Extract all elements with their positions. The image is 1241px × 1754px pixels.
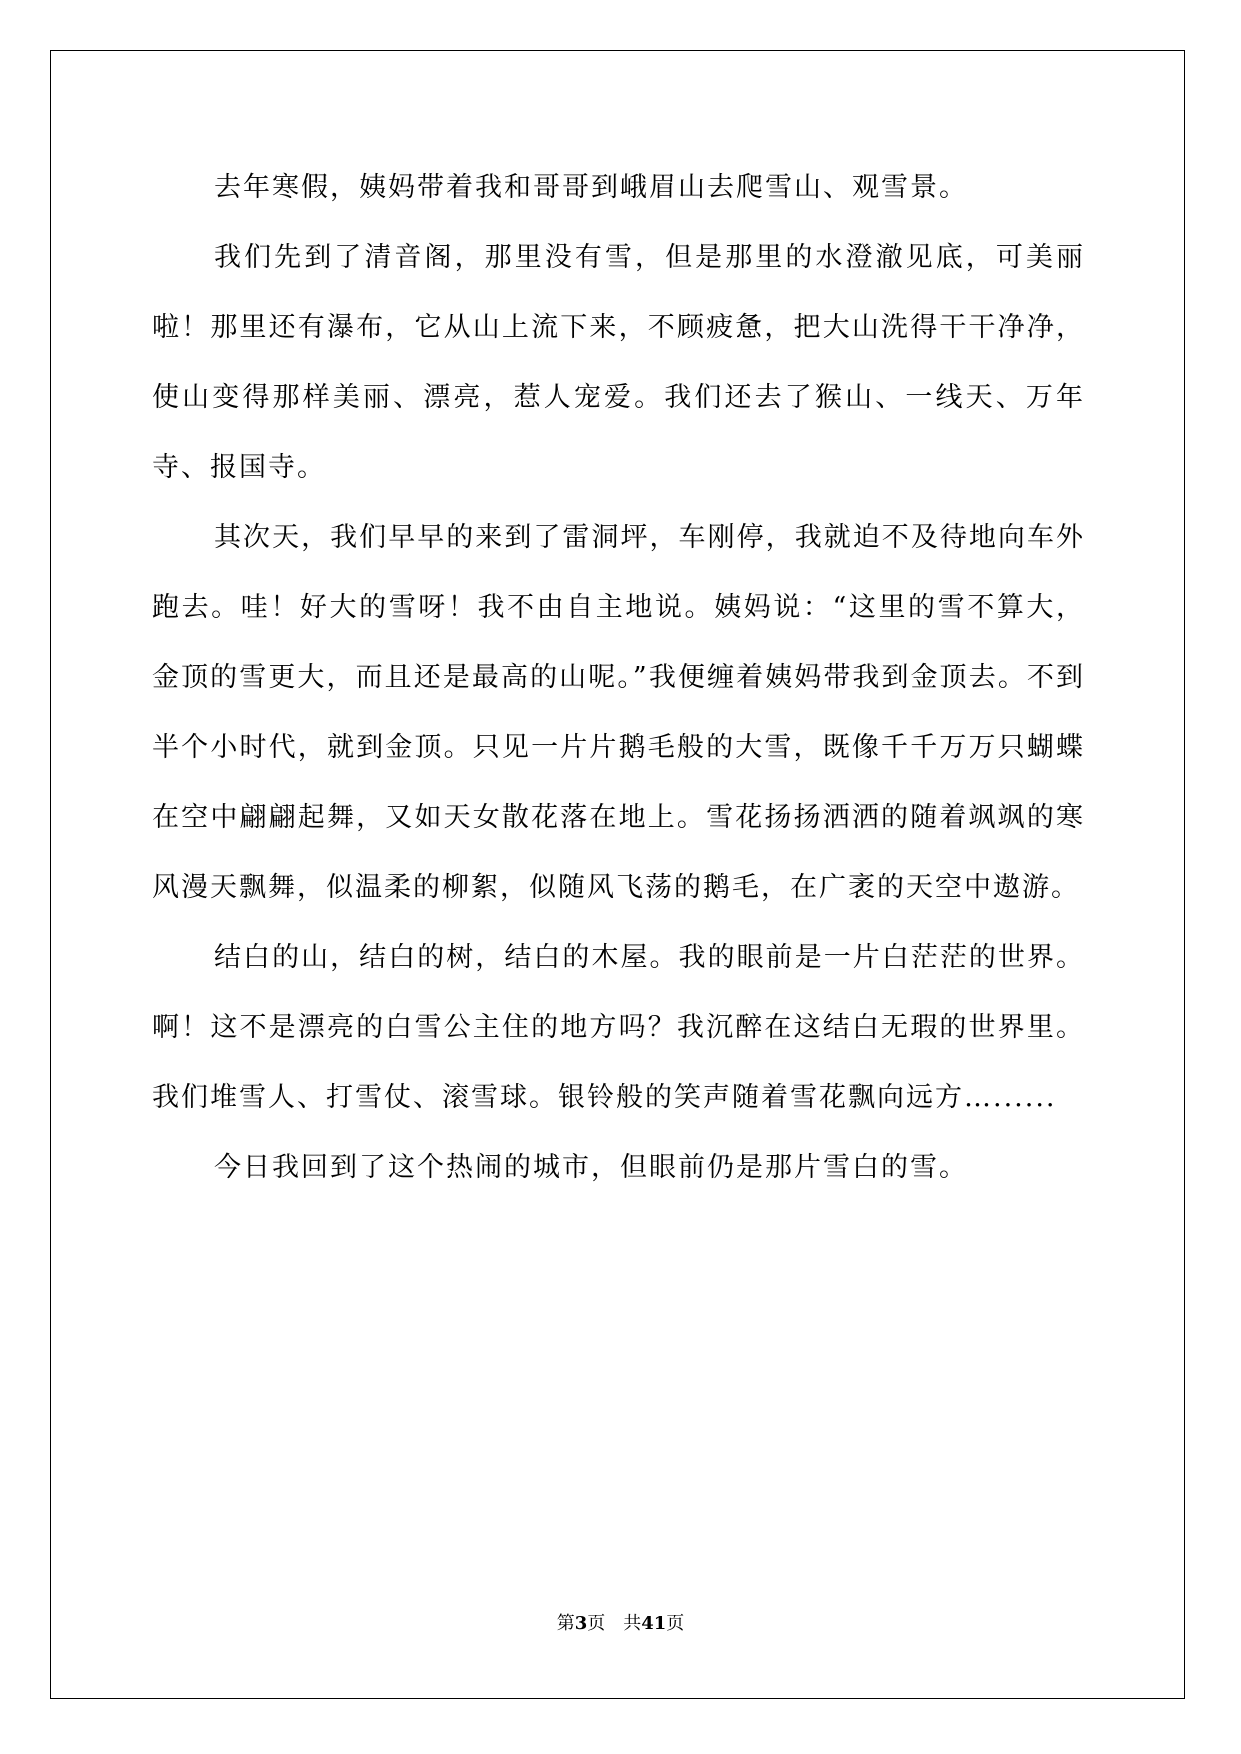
paragraph-2: 我们先到了清音阁，那里没有雪，但是那里的水澄澈见底，可美丽啦！那里还有瀑布，它从山上流下来，不顾疲惫，把大山洗得干干净净，使山变得那样美丽、漂亮，惹人宠爱。我们还去了猴山、一线天、万年寺、报国寺。 — [152, 242, 1085, 483]
page-footer — [0, 1612, 1241, 1636]
total-pages: 41 — [641, 1613, 667, 1634]
paragraph-5: 今日我回到了这个热闹的城市，但眼前仍是那片雪白的雪。 — [214, 1152, 968, 1183]
article-body — [152, 153, 1085, 1203]
paragraph-4: 结白的山，结白的树，结白的木屋。我的眼前是一片白茫茫的世界。啊！这不是漂亮的白雪公主住的地方吗？我沉醉在这结白无瑕的世界里。我们堆雪人、打雪仗、滚雪球。银铃般的笑声随着雪花飘向远方…...... — [152, 942, 1085, 1113]
page-suffix: 页 — [587, 1613, 606, 1634]
total-suffix: 页 — [666, 1613, 685, 1634]
paragraph-3: 其次天，我们早早的来到了雷洞坪，车刚停，我就迫不及待地向车外跑去。哇！好大的雪呀！我不由自主地说。姨妈说：“这里的雪不算大，金顶的雪更大，而且还是最高的山呢。”我便缠着姨妈带我到金顶去。不到半个小时代，就到金顶。只见一片片鹅毛般的大雪，既像千千万万只蝴蝶在空中翩翩起舞，又如天女散花落在地上。雪花扬扬洒洒的随着飒飒的寒风漫天飘舞，似温柔的柳絮，似随风飞荡的鹅毛，在广袤的天空中遨游。 — [152, 522, 1085, 903]
page-number: 3 — [574, 1613, 588, 1634]
total-prefix: 共 — [623, 1613, 642, 1634]
page-prefix: 第 — [556, 1613, 575, 1634]
paragraph-1: 去年寒假，姨妈带着我和哥哥到峨眉山去爬雪山、观雪景。 — [214, 172, 968, 203]
